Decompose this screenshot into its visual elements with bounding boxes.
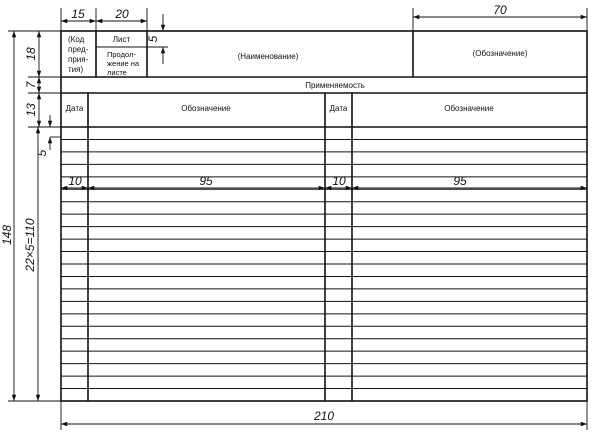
designation-column-right: Обозначение: [444, 104, 494, 113]
dim-95-right: 95: [453, 174, 467, 188]
dim-10-right: 10: [332, 174, 346, 188]
dim-70: 70: [493, 3, 507, 17]
designation-column-left: Обозначение: [181, 104, 231, 113]
table-rows: [61, 139, 587, 388]
continuation-line-3: листе: [107, 68, 127, 77]
sheet-label: Лист: [112, 35, 131, 44]
enterprise-code-line-1: (Код: [68, 35, 85, 44]
enterprise-code-line-2: пред-: [68, 45, 89, 54]
date-column-right: Дата: [329, 104, 348, 113]
dim-5-row: 5: [35, 149, 49, 157]
dim-15: 15: [71, 7, 85, 21]
continuation-line-2: жение на: [107, 59, 140, 68]
dim-7: 7: [24, 81, 38, 89]
dim-18: 18: [24, 47, 38, 61]
dim-148: 148: [0, 224, 14, 246]
dim-13: 13: [24, 103, 38, 117]
name-field-label: (Наименование): [237, 52, 299, 61]
dim-22x5: 22×5=110: [23, 218, 37, 272]
dim-95-left: 95: [199, 174, 213, 188]
enterprise-code-line-4: тия): [68, 65, 84, 74]
continuation-line-1: Продол-: [107, 50, 136, 59]
dim-5-top: 5: [146, 35, 160, 43]
dim-10-left: 10: [68, 174, 82, 188]
enterprise-code-line-3: прия-: [68, 55, 89, 64]
designation-field-label: (Обозначение): [472, 49, 528, 58]
dim-210: 210: [313, 409, 335, 423]
dim-20: 20: [115, 7, 129, 21]
applicability-header: Применяемость: [305, 81, 365, 90]
date-column-left: Дата: [65, 104, 84, 113]
